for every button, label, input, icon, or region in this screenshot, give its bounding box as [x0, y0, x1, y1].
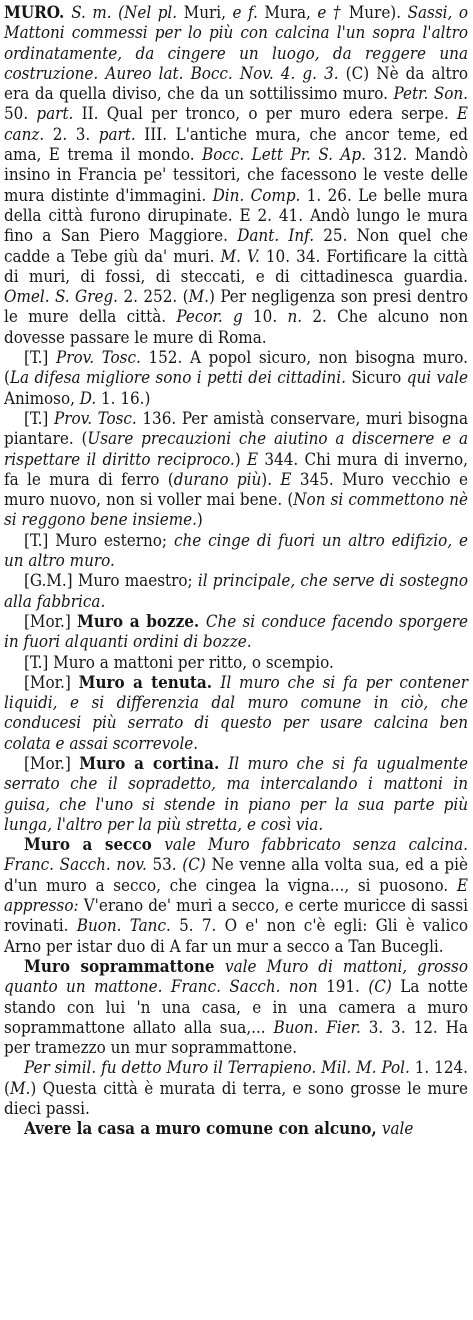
- italic-text: Omel. S. Greg.: [4, 286, 124, 307]
- headword-text: Muro a secco: [24, 834, 165, 855]
- headword-text: Muro a tenuta.: [78, 671, 221, 692]
- body-text: 136. Per amistà conservare, muri bisogna piantare. (: [4, 407, 468, 449]
- italic-text: n.: [287, 306, 313, 327]
- entry-paragraph: [4, 834, 468, 956]
- italic-text: Din. Comp.: [212, 184, 307, 205]
- body-text: Mura,: [264, 2, 318, 22]
- entry-paragraph: [4, 611, 468, 652]
- italic-text: qui vale: [406, 367, 469, 388]
- headword-text: Muro soprammattone: [24, 955, 226, 976]
- italic-text: e f.: [232, 2, 265, 22]
- italic-text: Non si commettono nè si reggono bene insieme.: [4, 489, 468, 530]
- body-text: 312. Mandò insino in Francia pe' tessitori, che facessono le veste delle mura distinte d'immagini.: [4, 144, 468, 205]
- italic-text: Prov. Tosc.: [56, 347, 149, 368]
- italic-text: vale Muro di mattoni, grosso quanto un mattone. Franc. Sacch. non: [4, 955, 468, 997]
- italic-text: Per simil. fu detto Muro il Terrapieno. Mil. M. Pol.: [24, 1057, 415, 1078]
- body-text: Muro a mattoni per ritto, o scempio.: [53, 651, 334, 672]
- body-text: ): [234, 448, 247, 469]
- body-text: 1. 16.): [101, 387, 151, 408]
- body-text: 53.: [152, 854, 183, 875]
- body-text: [G.M.]: [24, 570, 78, 591]
- body-text: V'erano de' muri a secco, e certe muricce di sassi rovinati.: [4, 895, 468, 936]
- body-text: 152. A popol sicuro, non bisogna muro. (: [4, 347, 468, 388]
- body-text: ).: [261, 468, 281, 489]
- headword-text: Muro a cortina.: [79, 752, 229, 773]
- entry-paragraph: [4, 1057, 468, 1118]
- body-text: 1. 124. (: [4, 1057, 468, 1098]
- body-text: 191.: [326, 976, 369, 997]
- body-text: 50.: [4, 103, 37, 124]
- italic-text: part.: [36, 103, 82, 124]
- body-text: III. L'antiche mura, che ancor teme, ed ama, E trema il mondo.: [4, 123, 468, 165]
- italic-text: M.: [9, 1077, 31, 1098]
- italic-text: Petr. Son.: [393, 83, 468, 104]
- italic-text: Dant. Inf.: [237, 225, 324, 246]
- italic-text: Pecor. g: [176, 306, 254, 327]
- entry-paragraph: [4, 2, 468, 347]
- headword-text: MURO.: [4, 2, 72, 22]
- italic-text: La difesa migliore sono i petti dei cittadini.: [9, 367, 352, 388]
- body-text: Muro esterno;: [55, 529, 174, 550]
- body-text: 10. 34. Fortificare la città di muri, di fossi, di steccati, e di cittadinesca guardia.: [4, 245, 468, 286]
- body-text: 344. Chi mura di inverno, fa le mura di ferro (: [4, 448, 468, 489]
- italic-text: S. m. (Nel pl.: [71, 2, 184, 22]
- body-text: [T.]: [24, 529, 56, 550]
- body-text: (C) Nè da altro era da quella diviso, che da un sottilissimo muro.: [4, 62, 468, 104]
- body-text: II. Qual per tronco, o per muro edera serpe.: [81, 103, 457, 124]
- body-text: ) Per negligenza son presi dentro le mure della città.: [4, 286, 468, 327]
- italic-text: Prov. Tosc.: [53, 407, 143, 428]
- entry-paragraph: [4, 956, 468, 1057]
- body-text: 5. 7. O e' non c'è egli: Gli è valico Arno per istar duo di A far un mur a secco a Tan Bucegli.: [4, 915, 469, 956]
- italic-text: Usare precauzioni che aiutino a discernere e a rispettare il diritto reciproco.: [4, 428, 468, 469]
- italic-text: E appresso:: [4, 874, 468, 916]
- entry-paragraph: [4, 672, 468, 753]
- body-text: Ne venne alla volta sua, ed a piè d'un muro a secco, che cingea la vigna..., si puosono.: [4, 854, 468, 895]
- body-text: ) Questa città è murata di terra, e sono grosse le mure dieci passi.: [4, 1077, 468, 1119]
- body-text: ): [196, 509, 203, 530]
- entry-paragraph: [4, 347, 468, 408]
- headword-text: Avere la casa a muro comune con alcuno,: [24, 1118, 382, 1139]
- italic-text: D.: [79, 387, 102, 408]
- body-text: [T.]: [24, 407, 54, 428]
- body-text: [T.]: [24, 651, 54, 672]
- body-text: Mure).: [348, 2, 408, 22]
- italic-text: Sassi, o Mattoni commessi per lo più con calcina l'un sopra l'altro ordinatamente, da cingere un luogo, da reggere una costruzione. Aureo lat. Bocc. Nov. 4. g. 3.: [4, 2, 468, 83]
- italic-text: durano più: [173, 468, 262, 489]
- body-text: Muro maestro;: [77, 570, 198, 591]
- entry-paragraph: [4, 530, 468, 571]
- body-text: 1. 26. Le belle mura della città furono dirupinate. E 2. 41. Andò lungo le mura fino a San Piero Maggiore.: [4, 184, 468, 246]
- italic-text: E canz.: [4, 103, 468, 144]
- italic-text: part.: [98, 123, 145, 144]
- italic-text: (C): [368, 976, 401, 997]
- body-text: [Mor.]: [24, 752, 80, 773]
- body-text: 25. Non quel che cadde a Tebe giù da' muri.: [4, 225, 468, 266]
- italic-text: E: [246, 448, 265, 469]
- body-text: 3. 3. 12. Ha per tramezzo un mur soprammattone.: [4, 1016, 468, 1058]
- body-text: [Mor.]: [24, 671, 79, 692]
- italic-text: e †: [317, 2, 349, 22]
- italic-text: Il muro che si fa per contener liquidi, e si differenzia dal muro comune in ciò, che conducesi più serrato di questo per usare calcina ben colata e assai scorrevole.: [4, 671, 468, 753]
- body-text: 345. Muro vecchio e muro nuovo, non si voller mai bene. (: [4, 468, 469, 510]
- body-text: La notte stando con lui 'n una casa, e in una camera a muro soprammattone allato alla sua,...: [4, 976, 468, 1037]
- italic-text: (C): [182, 854, 212, 875]
- entry-paragraph: [4, 753, 468, 834]
- entry-paragraph: [4, 1118, 468, 1138]
- body-text: 2. Che alcuno non dovesse passare le mure di Roma.: [4, 306, 468, 347]
- italic-text: il principale, che serve di sostegno alla fabbrica.: [4, 570, 468, 611]
- italic-text: M. V.: [220, 245, 266, 266]
- italic-text: Buon. Tanc.: [76, 915, 180, 936]
- italic-text: E: [280, 468, 300, 489]
- body-text: Muri,: [183, 2, 233, 22]
- italic-text: Bocc. Lett Pr. S. Ap.: [202, 144, 374, 165]
- body-text: 2. 3.: [52, 123, 99, 144]
- italic-text: vale: [381, 1118, 414, 1139]
- italic-text: Il muro che si fa ugualmente serrato che il sopradetto, ma intercalando i mattoni in guisa, che l'uno si stende in piano per la sua parte più lunga, l'altro per la più stretta, e così via.: [4, 752, 468, 834]
- body-text: [Mor.]: [24, 610, 78, 631]
- entry-paragraph: [4, 408, 468, 530]
- body-text: 10.: [253, 306, 288, 327]
- italic-text: Buon. Fier.: [273, 1016, 369, 1037]
- body-text: [T.]: [24, 347, 56, 368]
- body-text: 2. 252. (: [123, 286, 189, 307]
- body-text: Sicuro: [351, 367, 407, 388]
- italic-text: Che si conduce facendo sporgere in fuori alquanti ordini di bozze.: [4, 610, 468, 652]
- italic-text: vale Muro fabbricato senza calcina. Franc. Sacch. nov.: [4, 834, 468, 875]
- italic-text: che cinge di fuori un altro edifizio, e un altro muro.: [4, 529, 468, 571]
- italic-text: M.: [188, 286, 209, 307]
- dictionary-entry-muro: [4, 2, 468, 1139]
- body-text: Animoso,: [4, 387, 80, 408]
- headword-text: Muro a bozze.: [77, 610, 206, 631]
- entry-paragraph: [4, 570, 468, 611]
- entry-paragraph: [4, 652, 468, 672]
